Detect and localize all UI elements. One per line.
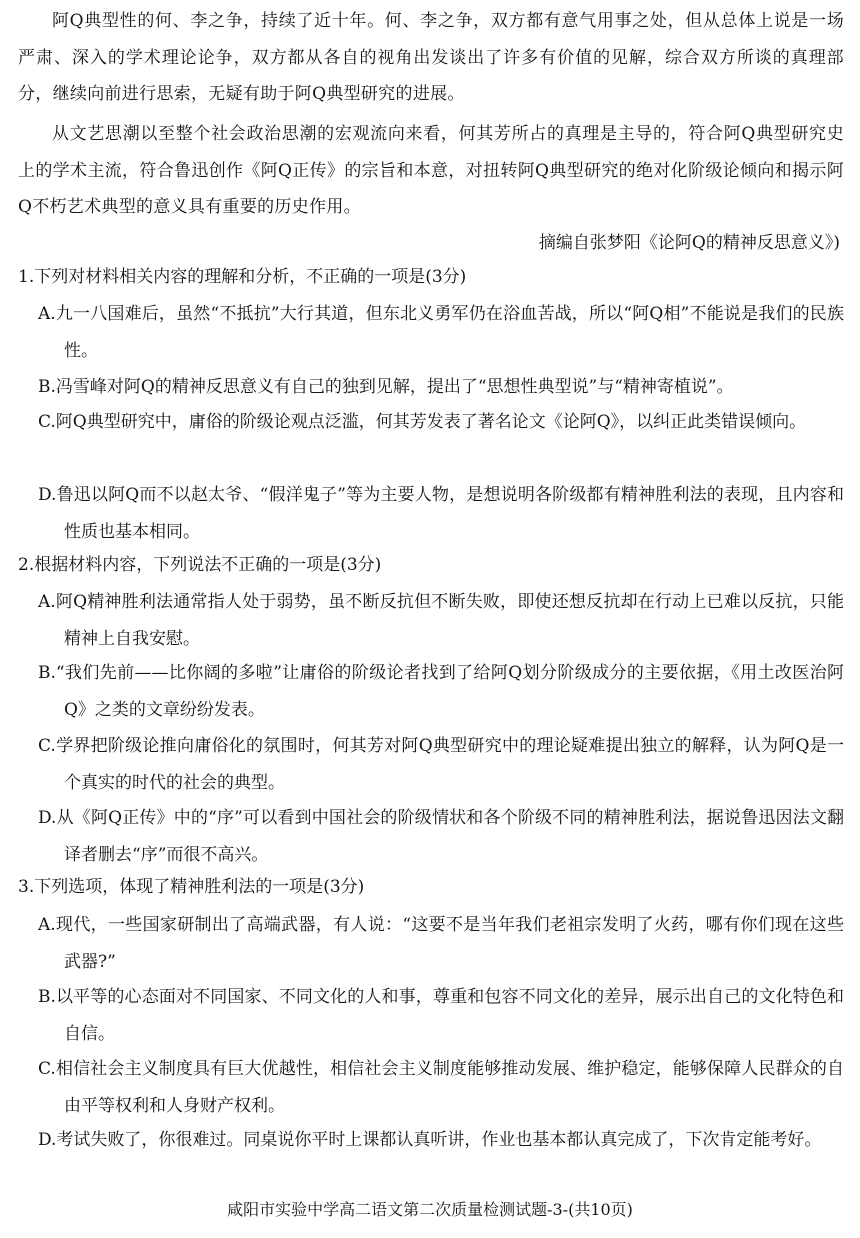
option-a: A.现代，一些国家研制出了高端武器，有人说：“这要不是当年我们老祖宗发明了火药，哪有你们现在这些武器?” bbox=[38, 915, 844, 972]
option-d: D.鲁迅以阿Q而不以赵太爷、“假洋鬼子”等为主要人物，是想说明各阶级都有精神胜利法的表现，且内容和性质也基本相同。 bbox=[38, 485, 844, 542]
question-stem: 1.下列对材料相关内容的理解和分析，不正确的一项是(3分) bbox=[18, 267, 467, 287]
option-c: C.相信社会主义制度具有巨大优越性，相信社会主义制度能够推动发展、维护稳定，能够保障人民群众的自由平等权利和人身财产权利。 bbox=[38, 1059, 844, 1116]
option-b: B.冯雪峰对阿Q的精神反思意义有自己的独到见解，提出了“思想性典型说”与“精神寄植说”。 bbox=[38, 377, 734, 397]
passage-paragraph: 阿Q典型性的何、李之争，持续了近十年。何、李之争，双方都有意气用事之处，但从总体上说是一场严肃、深入的学术理论论争，双方都从各自的视角出发谈出了许多有价值的见解，综合双方所谈的真理部分，继续向前进行思索，无疑有助于阿Q典型研究的进展。 bbox=[18, 11, 844, 104]
option-a: A.九一八国难后，虽然“不抵抗”大行其道，但东北义勇军仍在浴血苦战，所以“阿Q相”不能说是我们的民族性。 bbox=[38, 304, 844, 361]
question-stem: 3.下列选项，体现了精神胜利法的一项是(3分) bbox=[18, 877, 365, 897]
page-footer: 咸阳市实验中学高二语文第二次质量检测试题-3-(共10页) bbox=[227, 1200, 633, 1219]
option-b: B.以平等的心态面对不同国家、不同文化的人和事，尊重和包容不同文化的差异，展示出自己的文化特色和自信。 bbox=[38, 987, 844, 1044]
question-stem: 2.根据材料内容，下列说法不正确的一项是(3分) bbox=[18, 555, 382, 575]
option-d: D.考试失败了，你很难过。同桌说你平时上课都认真听讲，作业也基本都认真完成了，下次肯定能考好。 bbox=[38, 1130, 822, 1150]
option-d: D.从《阿Q正传》中的“序”可以看到中国社会的阶级情状和各个阶级不同的精神胜利法，据说鲁迅因法文翻译者删去“序”而很不高兴。 bbox=[38, 808, 844, 865]
passage-paragraph: 从文艺思潮以至整个社会政治思潮的宏观流向来看，何其芳所占的真理是主导的，符合阿Q典型研究史上的学术主流，符合鲁迅创作《阿Q正传》的宗旨和本意，对扭转阿Q典型研究的绝对化阶级论倾向和揭示阿Q不朽艺术典型的意义具有重要的历史作用。 bbox=[18, 124, 844, 217]
option-c: C.学界把阶级论推向庸俗化的氛围时，何其芳对阿Q典型研究中的理论疑难提出独立的解释，认为阿Q是一个真实的时代的社会的典型。 bbox=[38, 736, 844, 793]
option-b: B.“我们先前——比你阔的多啦”让庸俗的阶级论者找到了给阿Q划分阶级成分的主要依据，《用土改医治阿Q》之类的文章纷纷发表。 bbox=[38, 663, 844, 720]
passage-source: 摘编自张梦阳《论阿Q的精神反思意义》) bbox=[538, 233, 840, 253]
option-a: A.阿Q精神胜利法通常指人处于弱势，虽不断反抗但不断失败，即使还想反抗却在行动上已难以反抗，只能精神上自我安慰。 bbox=[38, 592, 844, 649]
option-c: C.阿Q典型研究中，庸俗的阶级论观点泛滥，何其芳发表了著名论文《论阿Q》，以纠正此类错误倾向。 bbox=[38, 412, 807, 432]
